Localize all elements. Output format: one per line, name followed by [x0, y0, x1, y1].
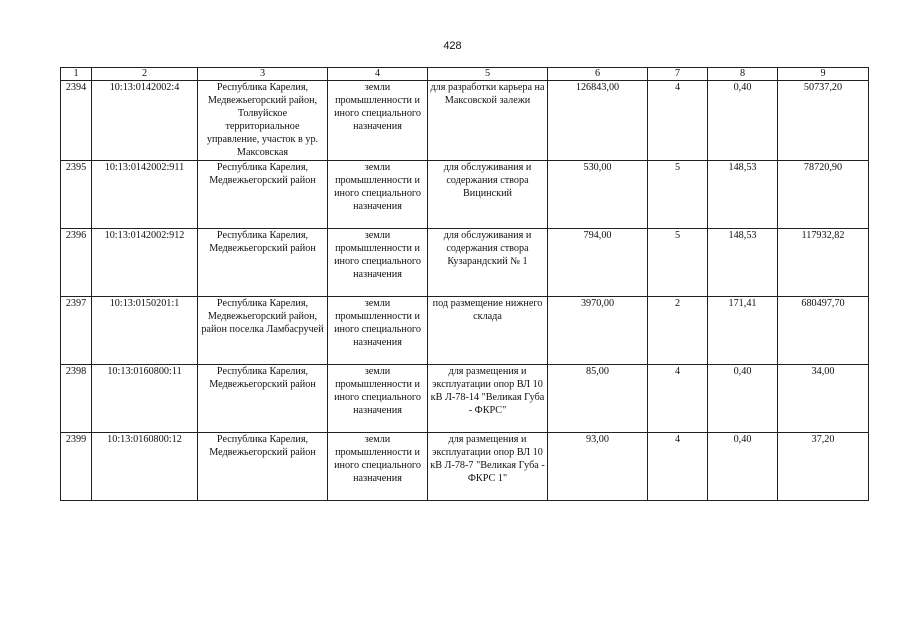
table-row [61, 297, 869, 365]
row-number: 2396 [61, 229, 92, 297]
cadastral-number: 10:13:0160800:11 [92, 365, 198, 433]
table-row [61, 433, 869, 501]
rate: 0,40 [708, 81, 778, 161]
table-row [61, 81, 869, 161]
rate: 0,40 [708, 365, 778, 433]
rate: 0,40 [708, 433, 778, 501]
row-number: 2394 [61, 81, 92, 161]
permitted-use: для обслуживания и содержания створа Вицинский [428, 161, 548, 229]
location: Республика Карелия, Медвежьегорский район [198, 161, 328, 229]
area: 530,00 [548, 161, 648, 229]
row-number: 2397 [61, 297, 92, 365]
cadastral-number: 10:13:0142002:911 [92, 161, 198, 229]
column-header: 4 [328, 68, 428, 81]
column-7-value: 4 [648, 81, 708, 161]
permitted-use: под размещение нижнего склада [428, 297, 548, 365]
cadastral-number: 10:13:0142002:912 [92, 229, 198, 297]
area: 126843,00 [548, 81, 648, 161]
permitted-use: для обслуживания и содержания створа Кузарандский № 1 [428, 229, 548, 297]
land-category: земли промышленности и иного специального назначения [328, 297, 428, 365]
cadastral-number: 10:13:0142002:4 [92, 81, 198, 161]
location: Республика Карелия, Медвежьегорский район, Толвуйское территориальное управление, участок в ур. Максовская [198, 81, 328, 161]
table-row [61, 229, 869, 297]
rate: 148,53 [708, 229, 778, 297]
column-header: 1 [61, 68, 92, 81]
location: Республика Карелия, Медвежьегорский район [198, 229, 328, 297]
column-header: 2 [92, 68, 198, 81]
column-header: 3 [198, 68, 328, 81]
rate: 171,41 [708, 297, 778, 365]
land-category: земли промышленности и иного специального назначения [328, 161, 428, 229]
row-number: 2398 [61, 365, 92, 433]
column-7-value: 2 [648, 297, 708, 365]
column-7-value: 5 [648, 229, 708, 297]
cadastral-number: 10:13:0160800:12 [92, 433, 198, 501]
amount: 50737,20 [778, 81, 869, 161]
area: 93,00 [548, 433, 648, 501]
row-number: 2399 [61, 433, 92, 501]
row-number: 2395 [61, 161, 92, 229]
land-plots-table [60, 67, 869, 501]
column-7-value: 4 [648, 433, 708, 501]
land-category: земли промышленности и иного специального назначения [328, 229, 428, 297]
land-category: земли промышленности и иного специального назначения [328, 81, 428, 161]
area: 794,00 [548, 229, 648, 297]
column-header: 9 [778, 68, 869, 81]
area: 3970,00 [548, 297, 648, 365]
amount: 117932,82 [778, 229, 869, 297]
amount: 37,20 [778, 433, 869, 501]
column-header: 6 [548, 68, 648, 81]
page-number: 428 [443, 40, 462, 52]
column-header: 7 [648, 68, 708, 81]
location: Республика Карелия, Медвежьегорский район, район поселка Ламбасручей [198, 297, 328, 365]
permitted-use: для разработки карьера на Максовской залежи [428, 81, 548, 161]
location: Республика Карелия, Медвежьегорский район [198, 433, 328, 501]
header-row [61, 68, 869, 81]
location: Республика Карелия, Медвежьегорский район [198, 365, 328, 433]
land-category: земли промышленности и иного специального назначения [328, 433, 428, 501]
permitted-use: для размещения и эксплуатации опор ВЛ 10 кВ Л-78-7 "Великая Губа - ФКРС 1" [428, 433, 548, 501]
column-header: 8 [708, 68, 778, 81]
permitted-use: для размещения и эксплуатации опор ВЛ 10 кВ Л-78-14 "Великая Губа - ФКРС" [428, 365, 548, 433]
cadastral-number: 10:13:0150201:1 [92, 297, 198, 365]
table-row [61, 161, 869, 229]
rate: 148,53 [708, 161, 778, 229]
column-7-value: 5 [648, 161, 708, 229]
amount: 78720,90 [778, 161, 869, 229]
table-row [61, 365, 869, 433]
amount: 34,00 [778, 365, 869, 433]
column-header: 5 [428, 68, 548, 81]
area: 85,00 [548, 365, 648, 433]
column-7-value: 4 [648, 365, 708, 433]
land-category: земли промышленности и иного специального назначения [328, 365, 428, 433]
amount: 680497,70 [778, 297, 869, 365]
